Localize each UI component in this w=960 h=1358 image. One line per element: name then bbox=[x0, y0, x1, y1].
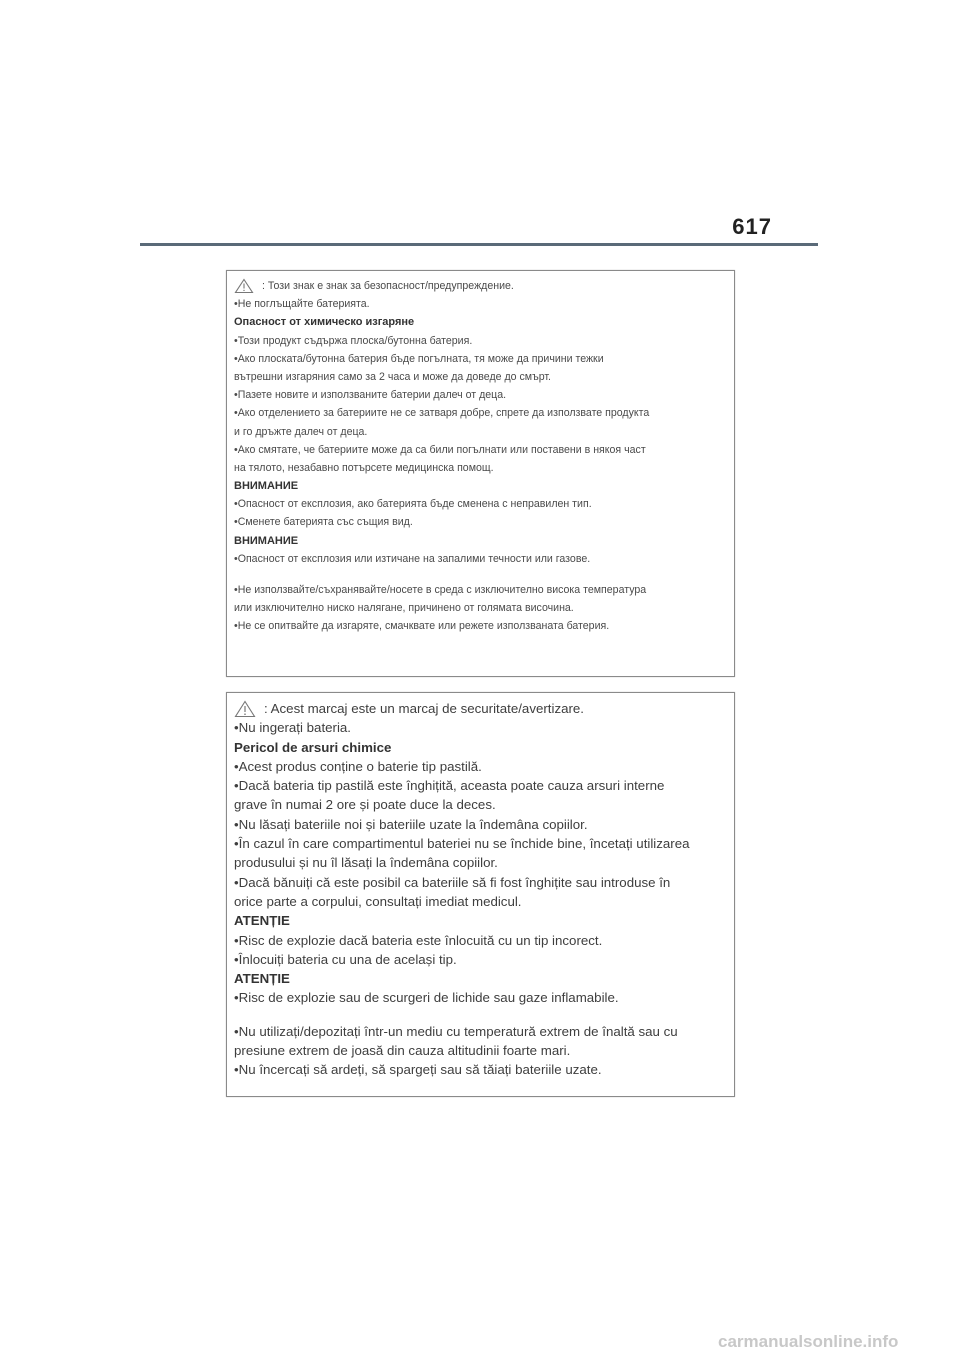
ro-heading-caution-2: ATENȚIE bbox=[234, 971, 290, 987]
bg-line-0-text: : Този знак е знак за безопасност/предупреждение. bbox=[262, 280, 514, 292]
page-number: 617 bbox=[732, 214, 772, 239]
bg-line-18: •Не се опитвайте да изгаряте, смачквате или режете използваната батерия. bbox=[234, 620, 610, 633]
bg-heading-chemical-burn: Опасност от химическо изгаряне bbox=[234, 316, 415, 329]
ro-line-17: presiune extrem de joasă din cauza altitudinii foarte mari. bbox=[234, 1043, 571, 1059]
bg-line-3: •Този продукт съдържа плоска/бутонна батерия. bbox=[234, 334, 473, 347]
bg-line-12: •Опасност от експлозия, ако батерията бъде сменена с неправилен тип. bbox=[234, 498, 592, 511]
ro-line-18: •Nu încercați să ardeți, să spargeți sau să tăiați bateriile uzate. bbox=[234, 1062, 602, 1078]
bg-line-15: •Опасност от експлозия или изтичане на запалими течности или газове. bbox=[234, 552, 591, 565]
ro-line-16: •Nu utilizați/depozitați într-un mediu cu temperatură extrem de înaltă sau cu bbox=[234, 1023, 678, 1039]
bg-line-6: •Пазете новите и използваните батерии далеч от деца. bbox=[234, 389, 507, 402]
ro-line-3: •Acest produs conține o baterie tip pastilă. bbox=[234, 758, 482, 774]
bg-line-16: •Не използвайте/съхранявайте/носете в среда с изключително висока температура bbox=[234, 584, 647, 596]
bg-line-0 bbox=[234, 277, 726, 295]
bg-line-8: и го дръжте далеч от деца. bbox=[234, 425, 368, 438]
watermark: carmanualsonline.info bbox=[718, 1332, 899, 1351]
ro-line-15: •Risc de explozie sau de scurgeri de lichide sau gaze inflamabile. bbox=[234, 990, 619, 1006]
bg-line-17: или изключително ниско налягане, причинено от голямата височина. bbox=[234, 602, 574, 615]
bg-spacer bbox=[234, 568, 726, 581]
ro-line-4: •Dacă bateria tip pastilă este înghițită, aceasta poate cauza arsuri interne bbox=[234, 778, 665, 794]
bg-line-7: •Ако отделението за батериите не се затваря добре, спрете да използвате продукта bbox=[234, 407, 650, 420]
bg-heading-caution-1: ВНИМАНИЕ bbox=[234, 480, 299, 493]
bg-line-10: на тялото, незабавно потърсете медицинска помощ. bbox=[234, 461, 494, 474]
ro-line-6: •Nu lăsați bateriile noi și bateriile uzate la îndemâna copiilor. bbox=[234, 816, 588, 832]
romanian-warning-box bbox=[226, 692, 735, 1097]
ro-line-0 bbox=[234, 699, 726, 718]
bulgarian-warning-box bbox=[226, 270, 735, 677]
ro-spacer bbox=[234, 1008, 726, 1022]
bg-heading-caution-2: ВНИМАНИЕ bbox=[234, 534, 299, 547]
bg-line-1: •Не поглъщайте батерията. bbox=[234, 298, 370, 311]
ro-line-10: orice parte a corpului, consultați imediat medicul. bbox=[234, 893, 522, 909]
ro-line-1: •Nu ingerați bateria. bbox=[234, 720, 352, 736]
ro-line-7: •În cazul în care compartimentul bateriei nu se închide bine, încetați utilizarea bbox=[234, 836, 690, 852]
bg-line-13: •Сменете батерията със същия вид. bbox=[234, 516, 413, 529]
ro-line-13: •Înlocuiți bateria cu una de același tip. bbox=[234, 951, 457, 967]
ro-line-0-text: : Acest marcaj este un marcaj de securitate/avertizare. bbox=[264, 701, 585, 716]
warning-triangle-icon bbox=[234, 278, 254, 294]
bg-line-4: •Ако плоската/бутонна батерия бъде погълната, тя може да причини тежки bbox=[234, 352, 604, 365]
ro-heading-caution-1: ATENȚIE bbox=[234, 913, 290, 929]
bg-line-9: •Ако смятате, че батериите може да са били погълнати или поставени в някоя част bbox=[234, 443, 646, 456]
ro-line-8: produsului și nu îl lăsați la îndemâna copiilor. bbox=[234, 855, 498, 871]
ro-heading-chemical-burn: Pericol de arsuri chimice bbox=[234, 739, 392, 755]
ro-line-9: •Dacă bănuiți că este posibil ca bateriile să fi fost înghițite sau introduse în bbox=[234, 874, 671, 890]
header-rule bbox=[140, 243, 818, 246]
ro-line-5: grave în numai 2 ore și poate duce la deces. bbox=[234, 797, 496, 813]
ro-line-12: •Risc de explozie dacă bateria este înlocuită cu un tip incorect. bbox=[234, 932, 603, 948]
warning-triangle-icon bbox=[234, 700, 256, 718]
bg-line-5: вътрешни изгаряния само за 2 часа и може да доведе до смърт. bbox=[234, 370, 551, 383]
